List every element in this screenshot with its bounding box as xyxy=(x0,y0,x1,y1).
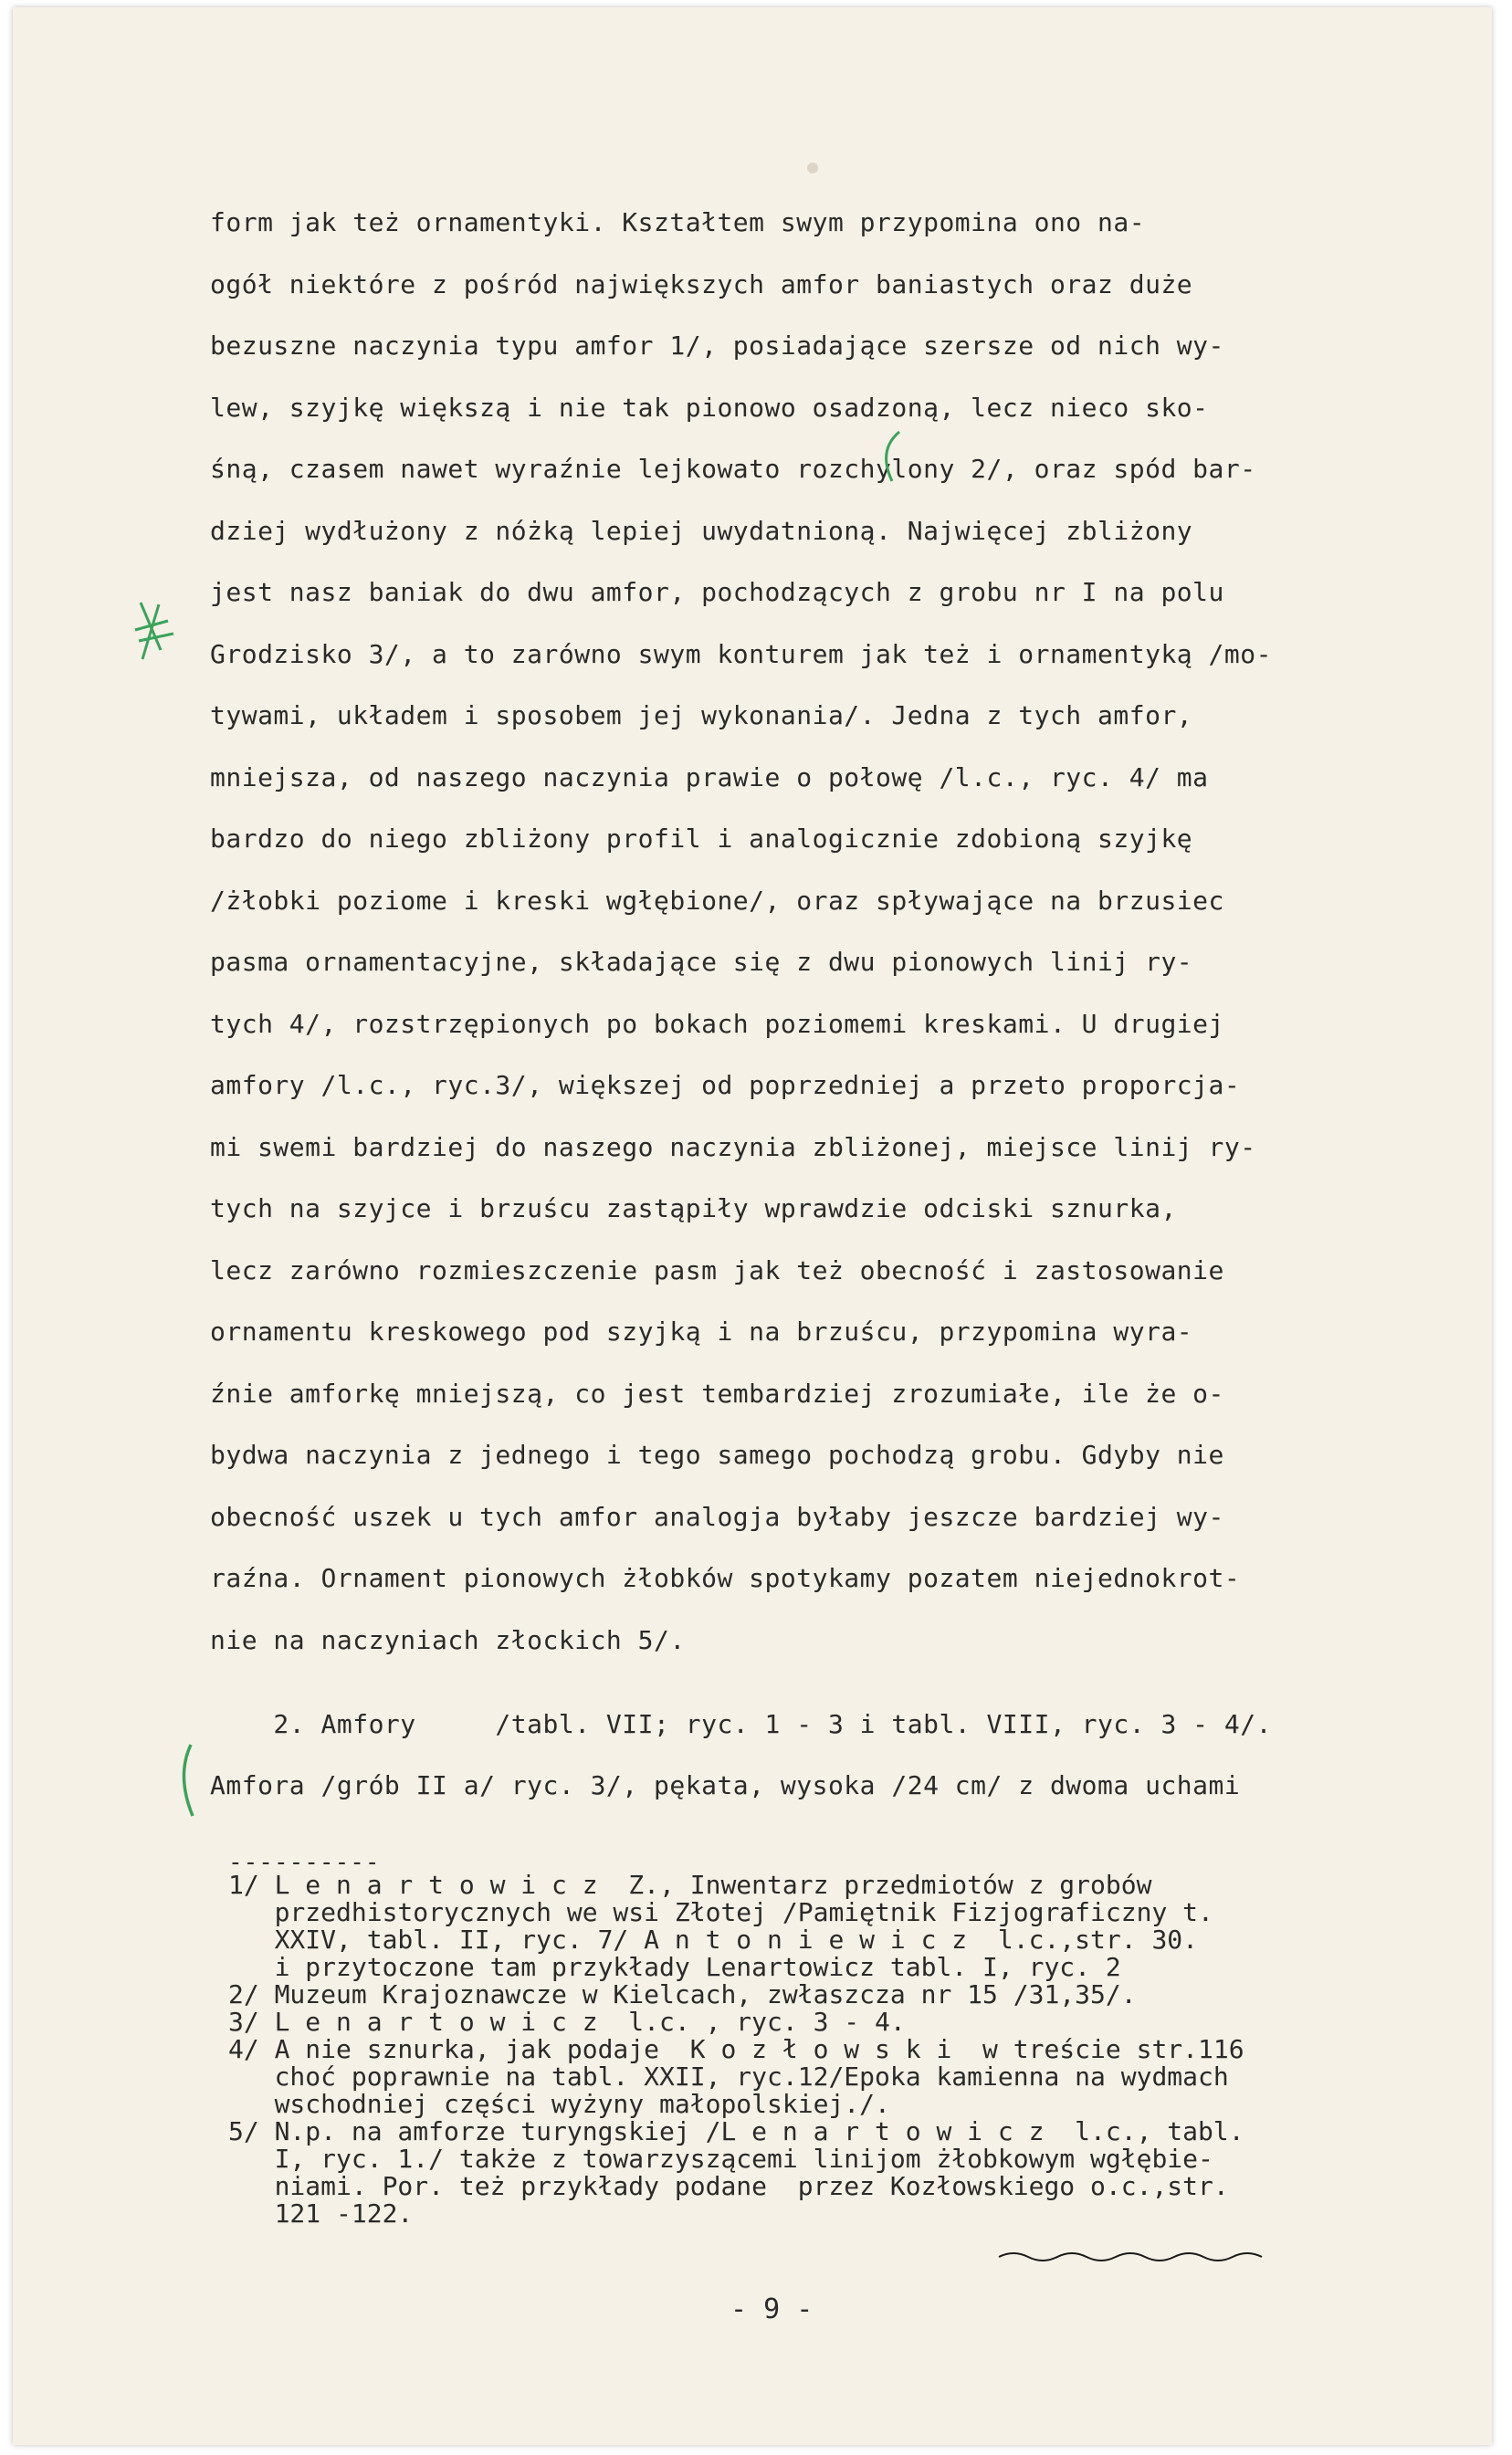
margin-scribble-mark xyxy=(128,593,192,676)
footnote-line: 121 -122. xyxy=(228,2198,414,2229)
page-number: - 9 - xyxy=(730,2293,814,2325)
text-line: lew, szyjkę większą i nie tak pionowo osadzoną, lecz nieco sko- xyxy=(210,392,1209,423)
text-line: bezuszne naczynia typu amfor 1/, posiadające szersze od nich wy- xyxy=(210,330,1224,361)
footnotes-block xyxy=(228,1872,1443,2228)
text-line: nie na naczyniach złockich 5/. xyxy=(210,1624,686,1655)
text-line: tych na szyjce i brzuścu zastąpiły wprawdzie odciski sznurka, xyxy=(210,1193,1177,1223)
text-line: form jak też ornamentyki. Kształtem swym przypomina ono na- xyxy=(210,207,1146,237)
footnote-line: 3/ L e n a r t o w i c z l.c. , ryc. 3 - 4. xyxy=(228,2007,906,2037)
punch-hole xyxy=(807,163,818,173)
section-amfory xyxy=(210,1694,1433,1816)
footnote-line: choć poprawnie na tabl. XXII, ryc.12/Epoka kamienna na wydmach xyxy=(228,2062,1229,2092)
footnote-line: 1/ L e n a r t o w i c z Z., Inwentarz przedmiotów z grobów xyxy=(228,1870,1152,1900)
text-line: tywami, układem i sposobem jej wykonania/. Jedna z tych amfor, xyxy=(210,700,1193,730)
footnote-line: wschodniej części wyżyny małopolskiej./. xyxy=(228,2089,890,2119)
text-line: amfory /l.c., ryc.3/, większej od poprzedniej a przeto proporcja- xyxy=(210,1070,1241,1100)
footnote-line: 2/ Muzeum Krajoznawcze w Kielcach, zwłaszcza nr 15 /31,35/. xyxy=(228,1979,1137,2009)
footnote-line: I, ryc. 1./ także z towarzyszącemi linijom żłobkowym wgłębie- xyxy=(228,2144,1213,2174)
text-line: mi swemi bardziej do naszego naczynia zbliżonej, miejsce linij ry- xyxy=(210,1131,1256,1162)
footnote-line: 5/ N.p. na amforze turyngskiej /L e n a r t o w i c z l.c., tabl. xyxy=(228,2116,1244,2146)
text-line: tych 4/, rozstrzępionych po bokach poziomemi kreskami. U drugiej xyxy=(210,1008,1224,1039)
footnote-separator: ---------- xyxy=(228,1849,381,1876)
text-line: źnie amforkę mniejszą, co jest tembardziej zrozumiałe, ile że o- xyxy=(210,1378,1224,1409)
text-line: śną, czasem nawet wyraźnie lejkowato rozchylony 2/, oraz spód bar- xyxy=(210,454,1256,484)
footnote-line: niami. Por. też przykłady podane przez Kozłowskiego o.c.,str. xyxy=(228,2171,1229,2201)
text-line: dziej wydłużony z nóżką lepiej uwydatnioną. Najwięcej zbliżony xyxy=(210,515,1193,546)
text-line: mniejsza, od naszego naczynia prawie o połowę /l.c., ryc. 4/ ma xyxy=(210,761,1209,792)
text-line: /żłobki poziome i kreski wgłębione/, oraz spływające na brzusiec xyxy=(210,885,1224,916)
footnote-line: i przytoczone tam przykłady Lenartowicz tabl. I, ryc. 2 xyxy=(228,1952,1121,1982)
footnote-line: przedhistorycznych we wsi Złotej /Pamiętnik Fizjograficzny t. xyxy=(228,1897,1213,1927)
text-line: obecność uszek u tych amfor analogja byłaby jeszcze bardziej wy- xyxy=(210,1501,1224,1532)
text-line: pasma ornamentacyjne, składające się z dwu pionowych linij ry- xyxy=(210,947,1193,977)
text-line: lecz zarówno rozmieszczenie pasm jak też obecność i zastosowanie xyxy=(210,1254,1224,1285)
text-line: Grodzisko 3/, a to zarówno swym konturem jak też i ornamentyką /mo- xyxy=(210,638,1272,669)
underline-squiggle xyxy=(995,2246,1269,2268)
main-text-block xyxy=(210,192,1397,1671)
section-heading-line: 2. Amfory /tabl. VII; ryc. 1 - 3 i tabl. VIII, ryc. 3 - 4/. xyxy=(210,1709,1272,1739)
text-line: ornamentu kreskowego pod szyjką i na brzuścu, przypomina wyra- xyxy=(210,1317,1193,1347)
text-line: bardzo do niego zbliżony profil i analogicznie zdobioną szyjkę xyxy=(210,824,1193,854)
footnote-line: XXIV, tabl. II, ryc. 7/ A n t o n i e w i c z l.c.,str. 30. xyxy=(228,1925,1199,1955)
text-line: jest nasz baniak do dwu amfor, pochodzących z grobu nr I na polu xyxy=(210,577,1224,607)
green-margin-bracket xyxy=(169,1739,205,1821)
text-line: ogół niektóre z pośród największych amfor baniastych oraz duże xyxy=(210,268,1193,299)
text-line: bydwa naczynia z jednego i tego samego pochodzą grobu. Gdyby nie xyxy=(210,1440,1224,1470)
footnote-line: 4/ A nie sznurka, jak podaje K o z ł o w s k i w treście str.116 xyxy=(228,2034,1244,2064)
green-bracket-mark xyxy=(872,425,908,488)
text-line: raźna. Ornament pionowych żłobków spotykamy pozatem niejednokrot- xyxy=(210,1563,1241,1593)
section-text-line: Amfora /grób II a/ ryc. 3/, pękata, wysoka /24 cm/ z dwoma uchami xyxy=(210,1770,1241,1800)
